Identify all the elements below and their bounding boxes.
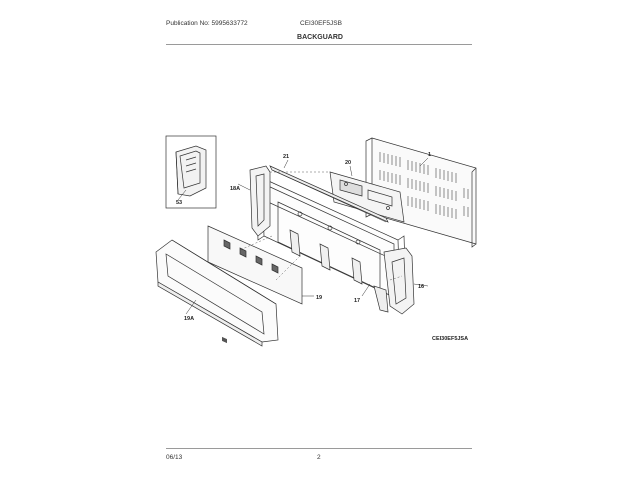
part-16-right-end-cap <box>384 248 428 314</box>
inset-detail-box <box>166 136 216 208</box>
callout-16: 16 <box>418 284 425 290</box>
callout-20: 20 <box>345 160 352 166</box>
callout-17: 17 <box>354 298 361 304</box>
callout-21: 21 <box>283 154 290 160</box>
leader-17 <box>362 284 370 296</box>
page-title: BACKGUARD <box>297 34 343 41</box>
callout-53: 53 <box>176 200 183 206</box>
footer-rule <box>166 448 472 449</box>
leader-20 <box>350 166 352 176</box>
publication-number: Publication No: 5995633772 <box>166 20 248 27</box>
publication-date: 06/13 <box>166 454 183 461</box>
callout-19a: 19A <box>184 316 195 322</box>
model-number: CEI30EF5JSB <box>300 20 342 27</box>
callout-18a: 18A <box>230 186 241 192</box>
part-18a-left-end-cap <box>238 166 270 236</box>
page-number: 2 <box>317 454 321 461</box>
figure-code: CEI30EF5JSA <box>432 336 469 342</box>
callout-1: 1 <box>428 152 432 158</box>
callout-19: 19 <box>316 295 323 301</box>
leader-21 <box>284 160 288 168</box>
